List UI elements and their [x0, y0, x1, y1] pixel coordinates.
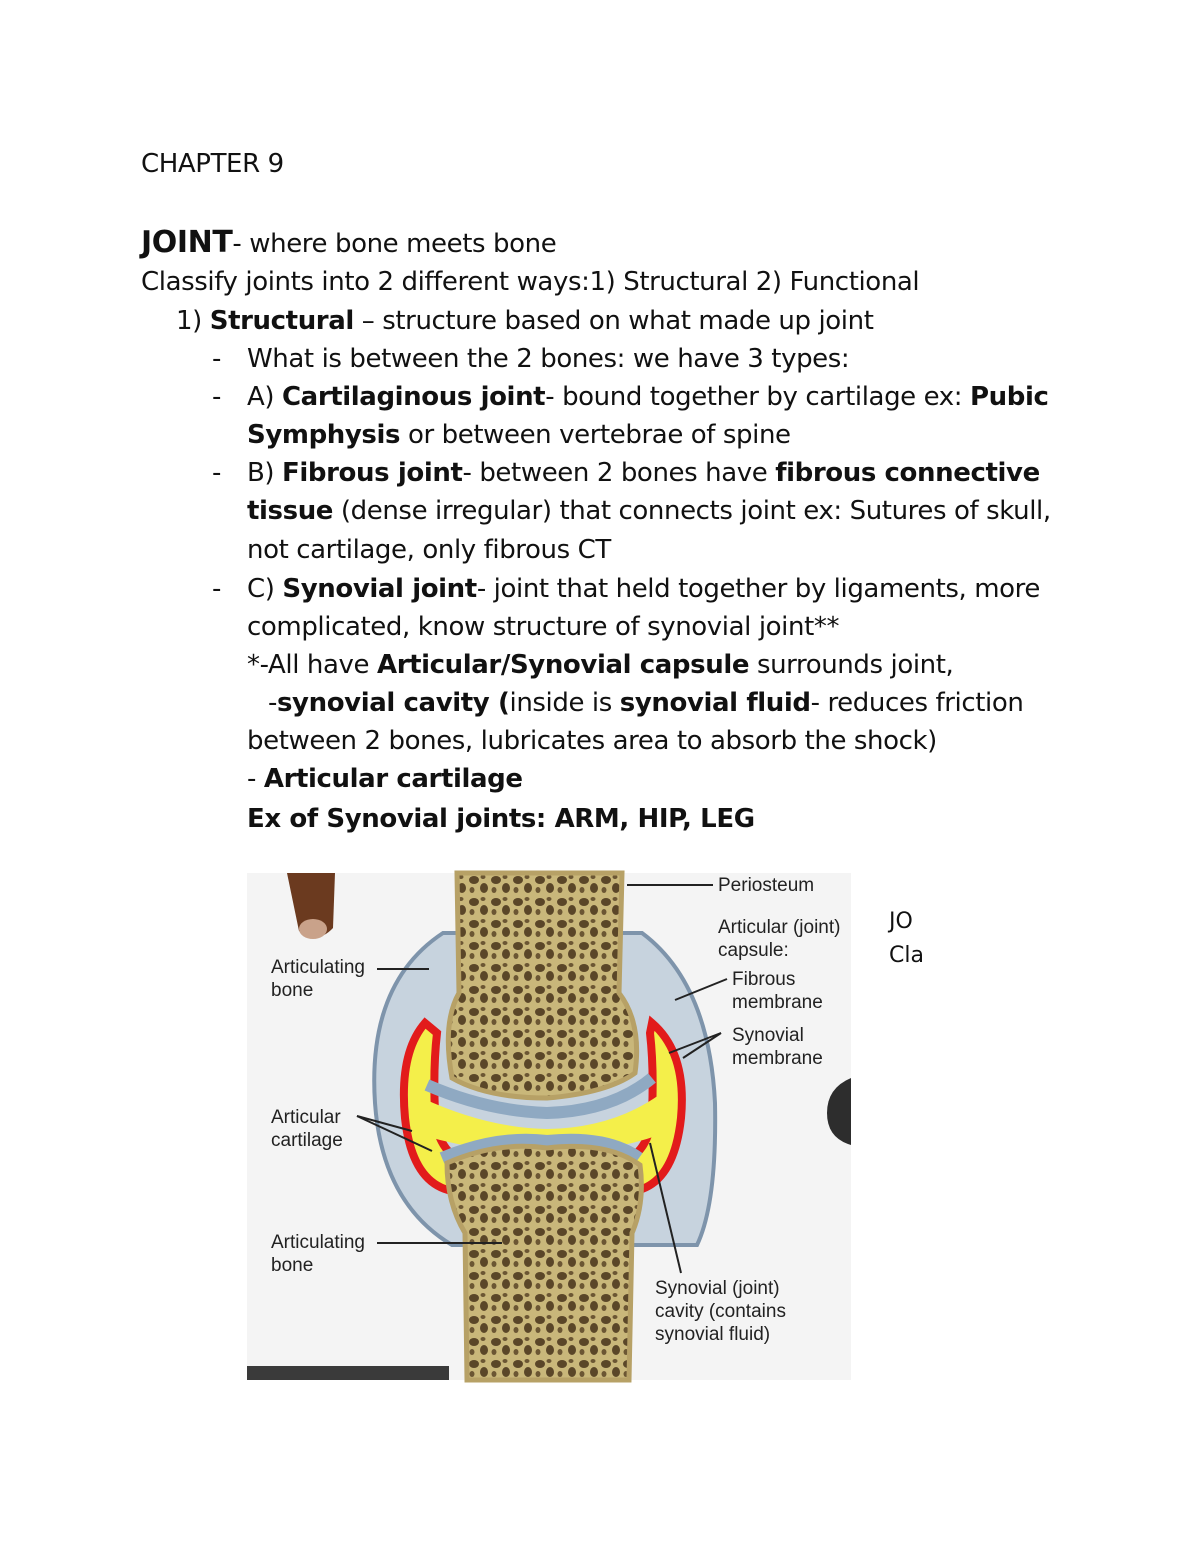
- joint-definition: [141, 224, 556, 263]
- label-bone-bottom-2: bone: [271, 1255, 314, 1276]
- label-bone-top-2: bone: [271, 980, 314, 1001]
- item-b-line3: not cartilage, only fibrous CT: [247, 535, 611, 565]
- note-cavity-paren: (: [489, 688, 510, 718]
- note-cavity-in: inside is: [509, 688, 620, 718]
- item-c-term: Synovial joint: [282, 574, 477, 604]
- structural-term: Structural: [209, 306, 354, 336]
- note-fluid-term: synovial fluid: [619, 688, 811, 718]
- item-c-rest: - joint that held together by ligaments, more: [476, 574, 1040, 604]
- item-b-term: Fibrous joint: [282, 458, 463, 488]
- structural-num: 1): [176, 306, 202, 336]
- fingernail: [299, 919, 327, 939]
- note-cavity-pre: -: [268, 688, 277, 718]
- label-cavity-1: Synovial (joint): [655, 1278, 780, 1299]
- bullet-dash: -: [212, 344, 222, 374]
- item-b-rest: - between 2 bones have: [462, 458, 776, 488]
- joint-def: - where bone meets bone: [232, 229, 557, 259]
- label-capsule-2: capsule:: [718, 940, 789, 961]
- item-c-line2: complicated, know structure of synovial joint**: [247, 612, 840, 642]
- note-capsule: [247, 646, 953, 684]
- side-text-1: JO: [889, 909, 913, 934]
- item-c-line1: [247, 570, 1040, 608]
- label-bone-top-1: Articulating: [271, 957, 365, 978]
- label-fibrous-2: membrane: [732, 992, 823, 1013]
- structural-line: [176, 302, 874, 340]
- item-b-term3: tissue: [247, 496, 334, 526]
- note-cavity-post: - reduces friction: [810, 688, 1024, 718]
- synovial-examples: Ex of Synovial joints: ARM, HIP, LEG: [247, 804, 755, 834]
- note-cartilage-pre: -: [247, 764, 264, 794]
- label-cartilage-2: cartilage: [271, 1130, 343, 1151]
- upper-articulating-bone: [448, 873, 636, 1098]
- item-between: What is between the 2 bones: we have 3 types:: [247, 344, 850, 374]
- note-cartilage-term: Articular cartilage: [263, 764, 523, 794]
- label-cavity-2: cavity (contains: [655, 1301, 786, 1322]
- item-a-ex1: Pubic: [970, 382, 1049, 412]
- bullet-dash: -: [212, 574, 222, 604]
- side-text-2: Cla: [889, 943, 924, 968]
- item-b-lead: B): [247, 458, 283, 488]
- label-bone-bottom-1: Articulating: [271, 1232, 365, 1253]
- chapter-heading: CHAPTER 9: [141, 149, 284, 179]
- note-capsule-pre: *-All have: [247, 650, 377, 680]
- structural-rest: – structure based on what made up joint: [353, 306, 874, 336]
- item-a-rest: - bound together by cartilage ex:: [545, 382, 970, 412]
- note-capsule-term: Articular/Synovial capsule: [376, 650, 750, 680]
- note-cavity: [268, 684, 1023, 722]
- item-b-rest2: (dense irregular) that connects joint ex: Sutures of skull,: [333, 496, 1051, 526]
- synovial-joint-diagram: [247, 873, 851, 1380]
- item-a-line1: [247, 378, 1049, 416]
- bullet-dash: -: [212, 458, 222, 488]
- item-a-lead: A): [247, 382, 282, 412]
- label-cartilage-1: Articular: [271, 1107, 341, 1128]
- label-cavity-3: synovial fluid): [655, 1324, 771, 1345]
- lower-articulating-bone: [447, 1146, 641, 1380]
- note-cavity-term: synovial cavity: [276, 688, 490, 718]
- item-b-term2: fibrous connective: [775, 458, 1040, 488]
- item-a-ex2: Symphysis: [247, 420, 401, 450]
- label-synovial-2: membrane: [732, 1048, 823, 1069]
- note-cartilage: [247, 760, 523, 798]
- joint-term: JOINT: [141, 225, 233, 260]
- item-a-rest2: or between vertebrae of spine: [400, 420, 791, 450]
- label-capsule-1: Articular (joint): [718, 917, 841, 938]
- label-synovial-1: Synovial: [732, 1025, 804, 1046]
- item-a-term: Cartilaginous joint: [282, 382, 546, 412]
- item-a-line2: [247, 416, 791, 454]
- bottom-bar: [247, 1366, 449, 1380]
- classify-line: Classify joints into 2 different ways:1) Structural 2) Functional: [141, 267, 920, 297]
- bullet-dash: -: [212, 382, 222, 412]
- label-fibrous-1: Fibrous: [732, 969, 796, 990]
- note-cavity-line2: between 2 bones, lubricates area to absorb the shock): [247, 726, 937, 756]
- item-b-line1: [247, 454, 1040, 492]
- item-c-lead: C): [247, 574, 283, 604]
- note-capsule-post: surrounds joint,: [749, 650, 954, 680]
- item-b-line2: [247, 492, 1051, 530]
- label-periosteum: Periosteum: [718, 875, 815, 896]
